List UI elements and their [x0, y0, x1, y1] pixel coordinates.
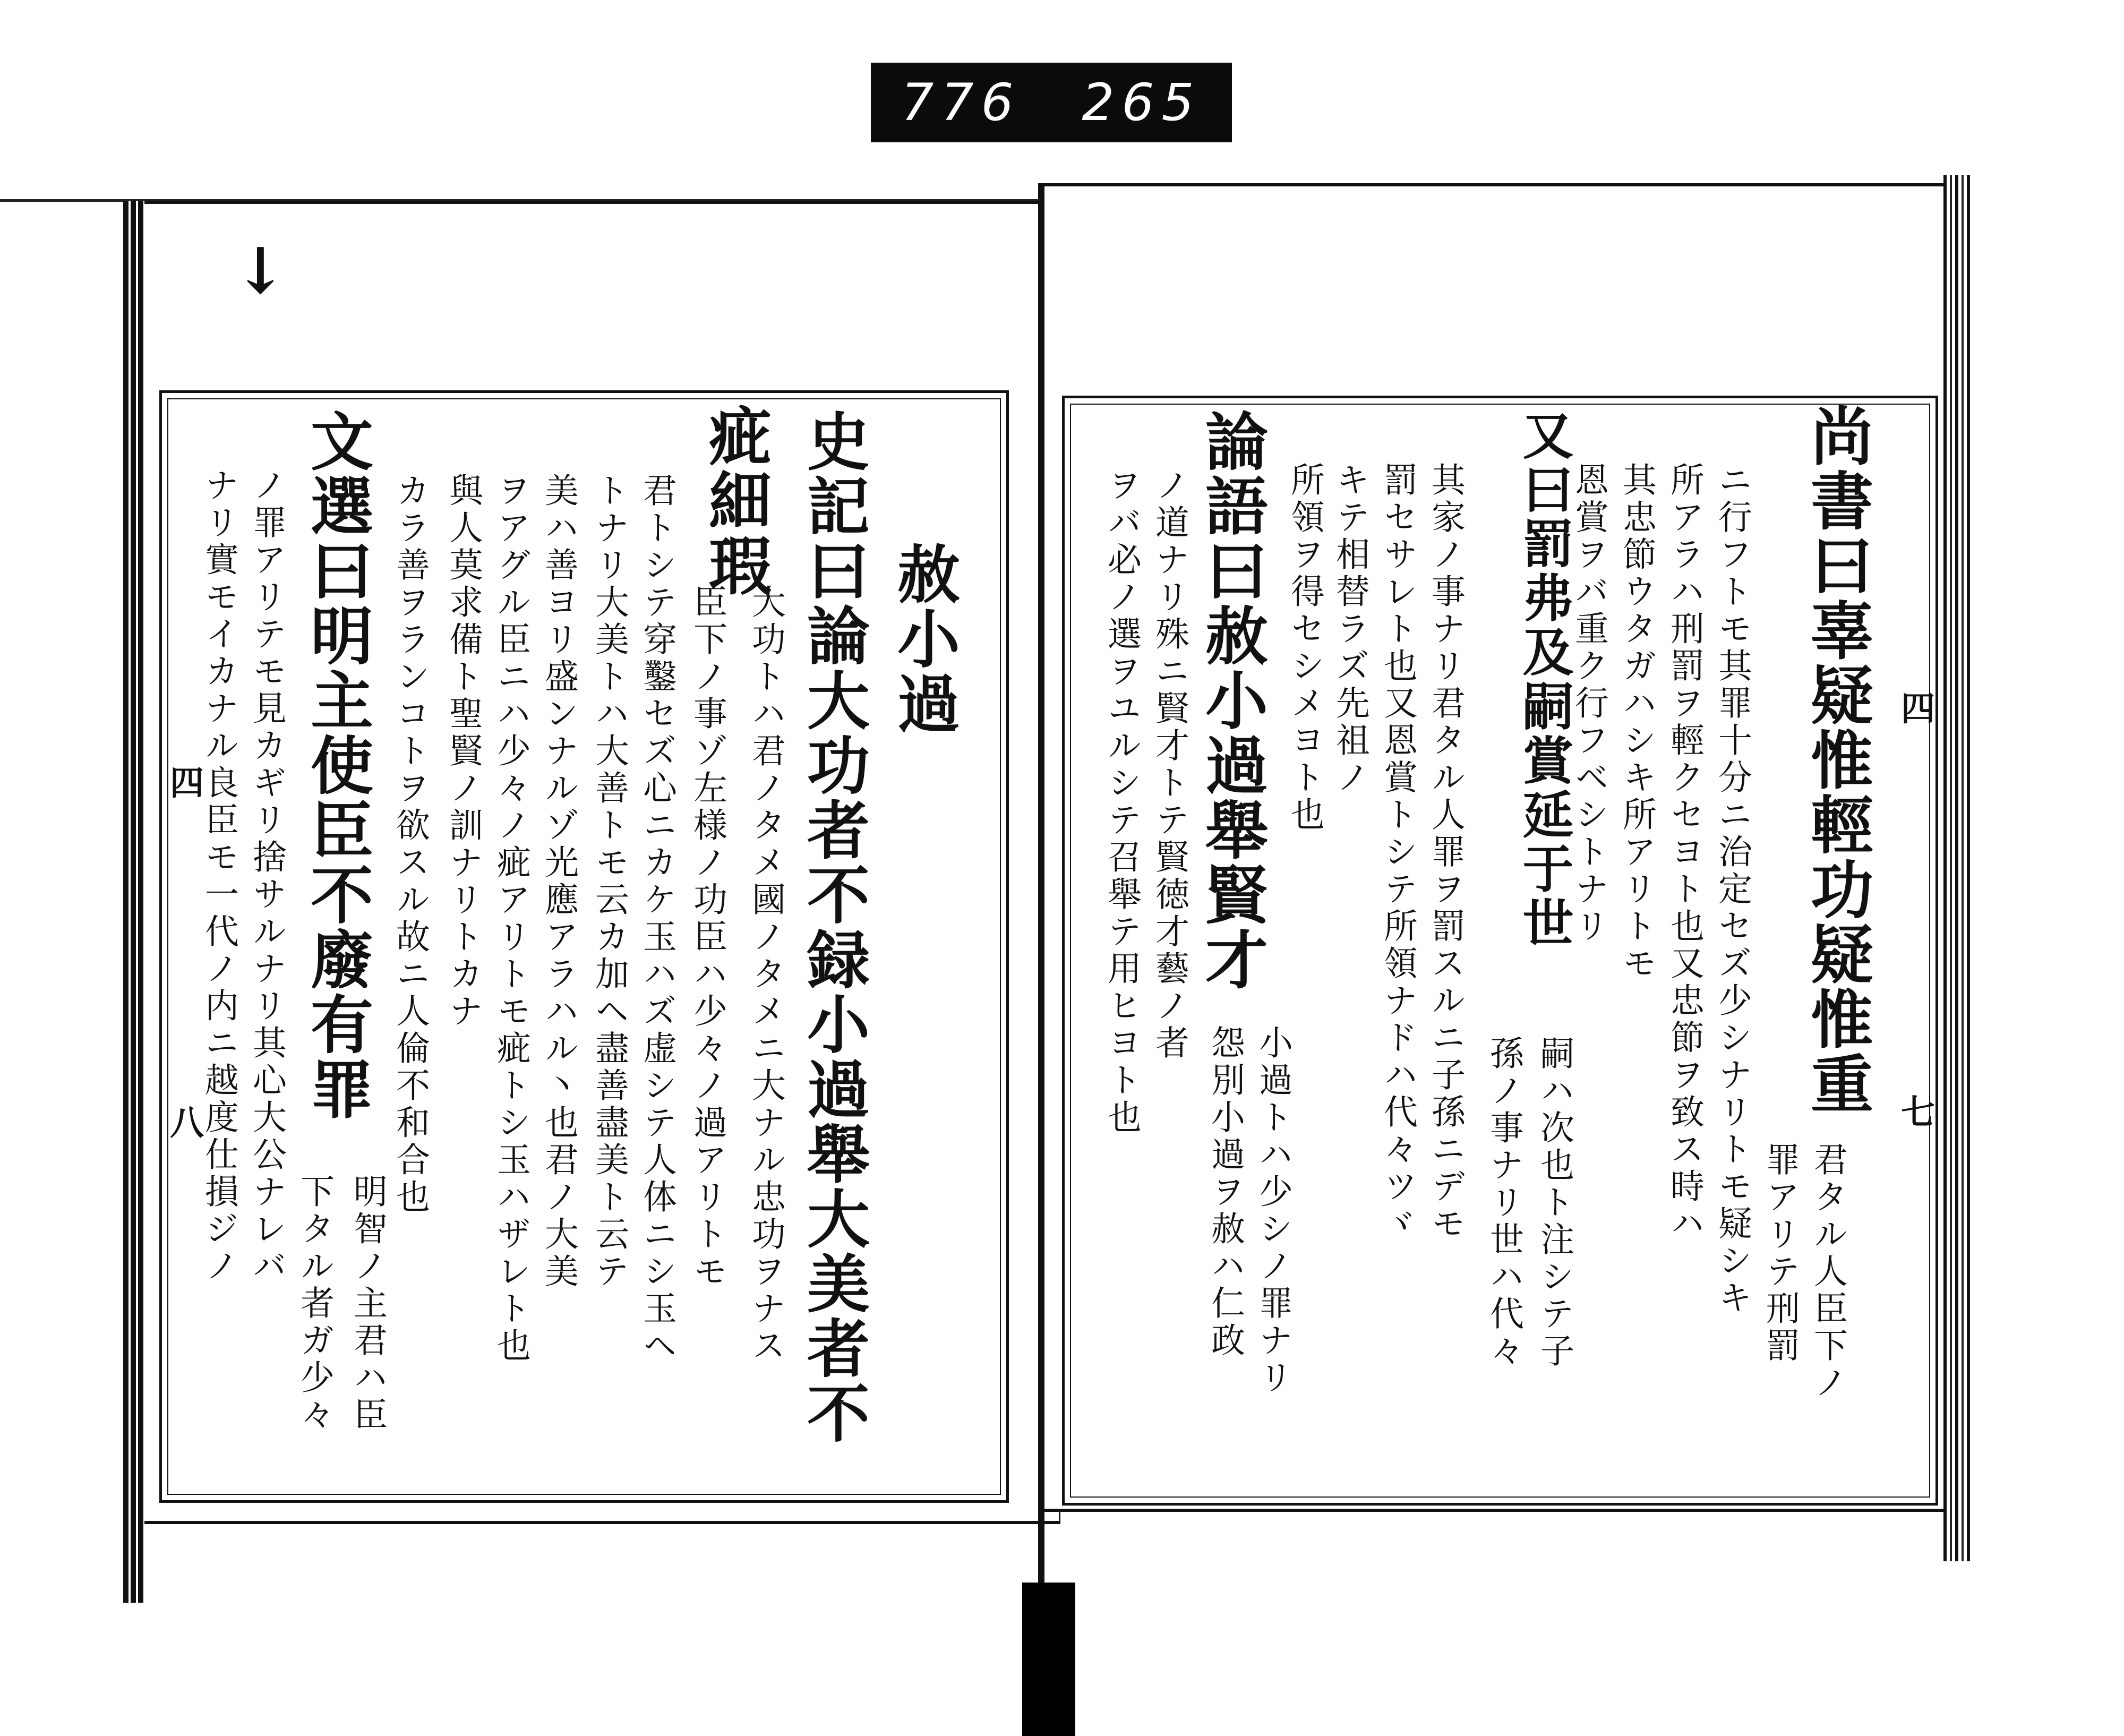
- book-gutter: [1038, 186, 1044, 1598]
- shiki-commentary-line: カラ善ヲランコトヲ欲スル故ニ人倫不和合也: [390, 473, 430, 1216]
- lunyu-commentary-line: 小過トハ少シノ罪ナリ: [1253, 1025, 1292, 1397]
- corner-mark: ↓: [234, 234, 287, 309]
- wenxuan-commentary-line: ナリ實モイカナル良臣モ一代ノ内ニ越度仕損ジノ: [199, 467, 238, 1285]
- wenxuan-commentary-line: 明智ノ主君ハ臣: [348, 1174, 387, 1434]
- gutter-shadow: [1022, 1583, 1075, 1736]
- catalog-number-left: 776: [901, 73, 1021, 132]
- shiki-commentary-line: 美ハ善ヨリ盛ンナルゾ光應アラハル丶也君ノ大美: [539, 473, 578, 1290]
- left-text-frame: [159, 390, 1009, 1503]
- shiki-title-continued: 疵細瑕: [698, 404, 772, 598]
- shiki-commentary-line: トナリ大美トハ大善トモ云カ加ヘ盡善盡美ト云テ: [589, 473, 629, 1290]
- shangshu-commentary-line: 其忠節ウタガハシキ所アリトモ: [1617, 462, 1656, 982]
- lunyu-title: 論語曰赦小過舉賢才: [1195, 409, 1269, 992]
- shangshu-commentary-line: 君タル人臣下ノ: [1808, 1142, 1847, 1402]
- shangshu-commentary-line: 罪アリテ刑罰: [1760, 1142, 1800, 1365]
- you-commentary-line: 所領ヲ得セシメヨト也: [1285, 462, 1324, 834]
- right-page-edges: [1943, 175, 1973, 1561]
- left-page-edges: [123, 201, 144, 1603]
- lunyu-commentary-line: ノ道ナリ殊ニ賢才トテ賢徳才藝ノ者: [1150, 467, 1189, 1062]
- lunyu-commentary-line: ヲバ必ノ選ヲユルシテ召舉テ用ヒヨト也: [1102, 467, 1141, 1136]
- right-side-mark-2: 七: [1895, 1094, 1935, 1128]
- you-commentary-line: 嗣ハ次也ト注シテ子: [1535, 1036, 1574, 1370]
- shiki-commentary-line: 君トシテ穿鑿セズ心ニカケ玉ハズ虚シテ人体ニシ玉ヘ: [637, 473, 676, 1365]
- shiki-title: 史記曰論大功者不録小過舉大美者不: [796, 409, 870, 1446]
- wenxuan-commentary-line: ノ罪アリテモ見カギリ捨サルナリ其心大公ナレバ: [247, 467, 286, 1285]
- shiki-commentary-line: 臣下ノ事ゾ左様ノ功臣ハ少々ノ過アリトモ: [688, 584, 727, 1290]
- left-side-mark-2: 八: [164, 1105, 204, 1139]
- shangshu-commentary-line: 恩賞ヲバ重ク行フベシトナリ: [1569, 462, 1608, 945]
- shiki-commentary-line: ヲアグル臣ニハ少々ノ疵アリトモ疵トシ玉ハザレト也: [491, 473, 530, 1365]
- shangshu-commentary-line: ニ行フトモ其罪十分ニ治定セズ少シナリトモ疑シキ: [1712, 462, 1752, 1317]
- section-heading: 赦小過: [887, 542, 961, 736]
- lunyu-commentary-line: 怨別小過ヲ赦ハ仁政: [1205, 1025, 1245, 1359]
- shangshu-commentary-line: 所アラハ刑罰ヲ輕クセヨト也又忠節ヲ致ス時ハ: [1665, 462, 1704, 1243]
- you-title: 又曰罰弗及嗣賞延于世: [1514, 409, 1574, 951]
- shiki-commentary-line: 與人莫求備ト聖賢ノ訓ナリトカナ: [443, 473, 483, 1030]
- catalog-number-right: 265: [1082, 73, 1202, 132]
- you-commentary-line: キテ相替ラズ先祖ノ: [1330, 462, 1369, 797]
- you-commentary-line: 其家ノ事ナリ君タル人罪ヲ罰スルニ子孫ニデモ: [1426, 462, 1465, 1243]
- wenxuan-title: 文選曰明主使臣不廢有罪: [300, 409, 374, 1122]
- right-side-mark-1: 四: [1895, 690, 1935, 724]
- you-commentary-line: 孫ノ事ナリ世ハ代々: [1484, 1036, 1523, 1370]
- left-side-mark-1: 四: [164, 765, 204, 799]
- wenxuan-commentary-line: 下タル者ガ少々: [295, 1174, 334, 1434]
- catalog-number-label: [871, 63, 1232, 142]
- you-commentary-line: 罰セサレト也又恩賞トシテ所領ナドハ代々ツヾ: [1378, 462, 1417, 1243]
- shiki-commentary-line: 大功トハ君ノタメ國ノタメニ大ナル忠功ヲナス: [746, 584, 785, 1365]
- shangshu-title: 尚書曰辜疑惟輕功疑惟重: [1800, 404, 1874, 1116]
